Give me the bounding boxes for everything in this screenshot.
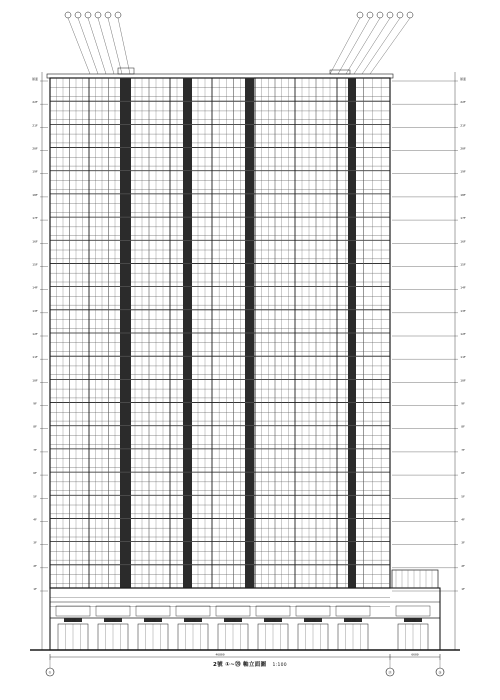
detail-leader (330, 18, 360, 74)
floor-label-left: 4F (33, 517, 37, 522)
floor-label-right: 3F (461, 540, 465, 545)
floor-label-right: 16F (460, 239, 466, 244)
floor-label-left: 15F (32, 262, 38, 267)
shop-upper-glazing (296, 606, 330, 616)
floor-label-right: 20F (460, 146, 466, 151)
floor-label-right: 1F (461, 587, 465, 591)
axis-label: ① (48, 670, 52, 675)
floor-label-left: 14F (32, 285, 38, 290)
floor-label-left: 10F (32, 378, 38, 383)
shop-sign-text: 门面 (409, 618, 417, 623)
floor-label-right: 13F (460, 308, 466, 313)
floor-label-left: 6F (33, 471, 37, 476)
shop-upper-glazing (56, 606, 90, 616)
shop-upper-glazing (136, 606, 170, 616)
detail-bubble (65, 12, 71, 18)
shop-sign-text: 门面 (269, 618, 277, 623)
shop-sign-text: 门面 (189, 618, 197, 623)
floor-label-left: 13F (32, 308, 38, 313)
dim-overall-text: 46800 (215, 652, 225, 657)
floor-label-left: 屋面 (31, 77, 39, 81)
floor-label-right: 15F (460, 262, 466, 267)
detail-bubble (387, 12, 393, 18)
caption-title: 2號 ①~⑳ 軸立面圖 (213, 662, 267, 668)
floor-label-right: 22F (460, 100, 466, 105)
detail-bubble (105, 12, 111, 18)
axis-label: ⑳ (438, 670, 442, 675)
shop-upper-glazing (96, 606, 130, 616)
floor-label-right: 14F (460, 285, 466, 290)
detail-bubble (407, 12, 413, 18)
detail-bubble (367, 12, 373, 18)
floor-label-right: 2F (461, 563, 465, 568)
detail-bubble (115, 12, 121, 18)
shop-sign-text: 门面 (349, 618, 357, 623)
floor-label-left: 17F (32, 216, 38, 221)
detail-bubble (357, 12, 363, 18)
floor-label-right: 21F (460, 123, 466, 128)
floor-label-left: 22F (32, 100, 38, 105)
floor-label-left: 18F (32, 192, 38, 197)
floor-label-right: 19F (460, 169, 466, 174)
detail-leader (68, 18, 90, 74)
shop-upper-glazing (256, 606, 290, 616)
detail-leader (362, 18, 400, 74)
shop-upper-glazing (396, 606, 430, 616)
detail-leader (354, 18, 390, 74)
floor-label-left: 1F (33, 587, 37, 591)
detail-leader (338, 18, 370, 74)
detail-leader (370, 18, 410, 74)
detail-bubble (95, 12, 101, 18)
axis-label: ⑲ (388, 670, 392, 675)
annex-top (392, 570, 438, 588)
floor-label-right: 8F (461, 424, 465, 429)
floor-label-left: 11F (32, 355, 38, 360)
floor-label-right: 12F (460, 332, 466, 336)
floor-label-right: 18F (460, 192, 466, 197)
shop-sign-text: 门面 (149, 618, 157, 623)
floor-label-left: 7F (33, 447, 37, 452)
floor-label-right: 10F (460, 378, 466, 383)
shop-upper-glazing (176, 606, 210, 616)
floor-label-left: 8F (33, 424, 37, 429)
floor-label-left: 5F (33, 494, 37, 499)
shop-upper-glazing (216, 606, 250, 616)
floor-label-right: 7F (461, 447, 465, 452)
floor-label-right: 9F (461, 401, 465, 406)
floor-label-left: 21F (32, 123, 38, 128)
detail-leader (88, 18, 106, 74)
floor-label-left: 2F (33, 563, 37, 568)
caption-scale: 1:100 (272, 663, 287, 668)
detail-bubble (397, 12, 403, 18)
floor-label-right: 11F (460, 355, 466, 360)
detail-leader (346, 18, 380, 74)
shop-sign-text: 门面 (69, 618, 77, 623)
shop-upper-glazing (336, 606, 370, 616)
detail-bubble (85, 12, 91, 18)
detail-bubble (377, 12, 383, 18)
floor-label-right: 5F (461, 494, 465, 499)
drawing-caption (0, 660, 500, 668)
roof-box-left (118, 68, 134, 74)
shop-sign-text: 门面 (109, 618, 117, 623)
floor-label-left: 12F (32, 332, 38, 336)
detail-leader (98, 18, 114, 74)
detail-leader (78, 18, 98, 74)
floor-label-left: 20F (32, 146, 38, 151)
floor-label-right: 17F (460, 216, 466, 221)
shop-sign-text: 门面 (229, 618, 237, 623)
detail-bubble (75, 12, 81, 18)
floor-label-right: 4F (461, 517, 465, 522)
shop-sign-text: 门面 (309, 618, 317, 623)
floor-label-right: 6F (461, 471, 465, 476)
floor-label-left: 9F (33, 401, 37, 406)
floor-label-right: 屋面 (459, 77, 467, 81)
dim-podium-text: 6600 (411, 652, 419, 657)
floor-label-left: 3F (33, 540, 37, 545)
floor-label-left: 19F (32, 169, 38, 174)
floor-label-left: 16F (32, 239, 38, 244)
